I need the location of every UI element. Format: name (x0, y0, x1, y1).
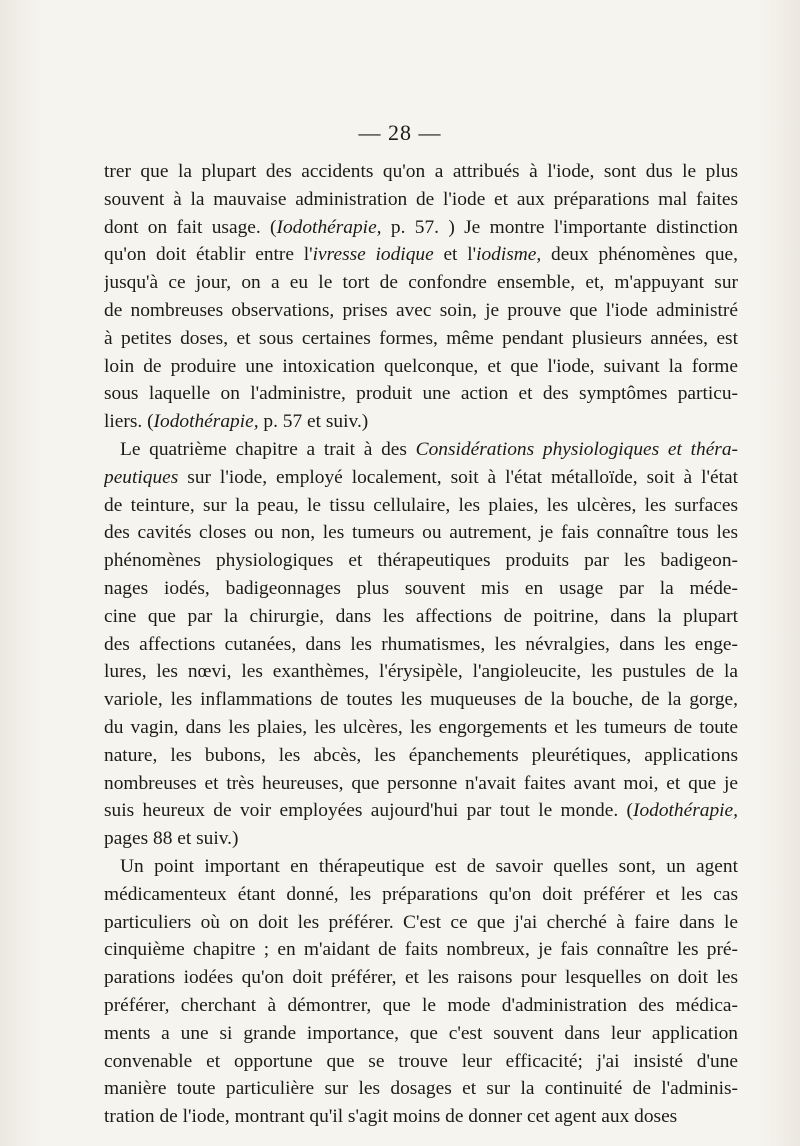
text-line (104, 1048, 738, 1076)
body-text (104, 158, 738, 1131)
text-run: p. 57 et suiv.) (258, 411, 369, 433)
text-line (104, 214, 738, 242)
text-run: phénomènes physiologiques et thérapeutiques produits par les badigeon- (104, 550, 738, 572)
text-run: nages iodés, badigeonnages plus souvent mis en usage par la méde- (104, 577, 738, 599)
text-line (104, 631, 738, 659)
text-run: nombreuses et très heureuses, que personne n'avait faites avant moi, et que je (104, 772, 738, 794)
text-line (104, 1103, 738, 1131)
text-run: liers. ( (104, 411, 154, 433)
text-run: manière toute particulière sur les dosages et sur la continuité de l'adminis- (104, 1078, 738, 1100)
text-line (104, 603, 738, 631)
italic-run: ivresse iodique (312, 244, 434, 266)
text-run: jusqu'à ce jour, on a eu le tort de confondre ensemble, et, m'appuyant sur (104, 272, 738, 294)
text-line (104, 380, 738, 408)
text-run: à petites doses, et sous certaines formes, même pendant plusieurs années, est (104, 327, 738, 349)
text-run: sur l'iode, employé localement, soit à l'état métalloïde, soit à l'état (178, 466, 738, 488)
text-line (104, 297, 738, 325)
text-line (104, 325, 738, 353)
text-line (104, 436, 738, 464)
text-line (104, 519, 738, 547)
text-line (104, 853, 738, 881)
text-run: deux phénomènes que, (541, 244, 738, 266)
text-run: convenable et opportune que se trouve leur efficacité; j'ai insisté d'une (104, 1050, 738, 1072)
text-run: parations iodées qu'on doit préférer, et les raisons pour lesquelles on doit les (104, 967, 738, 989)
text-run: Le quatrième chapitre a trait à des (120, 438, 416, 460)
text-run: qu'on doit établir entre l' (104, 244, 313, 266)
text-run: particuliers où on doit les préférer. C'est ce que j'ai cherché à faire dans le (104, 911, 738, 933)
text-line (104, 686, 738, 714)
text-run: cine que par la chirurgie, dans les affections de poitrine, dans la plupart (104, 605, 738, 627)
text-run: tration de l'iode, montrant qu'il s'agit moins de donner cet agent aux doses (104, 1106, 678, 1128)
text-run: préférer, cherchant à démontrer, que le mode d'administration des médica- (104, 994, 738, 1016)
text-line (104, 269, 738, 297)
italic-run: Considérations physiologiques et théra- (415, 438, 738, 460)
text-run: souvent à la mauvaise administration de l'iode et aux préparations mal faites (104, 188, 738, 210)
text-line (104, 909, 738, 937)
text-run: ments a une si grande importance, que c'est souvent dans leur application (104, 1022, 738, 1044)
text-run: des affections cutanées, dans les rhumatismes, les névralgies, dans les enge- (104, 633, 738, 655)
text-line (104, 1020, 738, 1048)
paragraph (104, 436, 738, 853)
text-line (104, 186, 738, 214)
text-run: du vagin, dans les plaies, les ulcères, les engorgements et les tumeurs de toute (104, 716, 738, 738)
text-line (104, 770, 738, 798)
text-line (104, 714, 738, 742)
text-line (104, 825, 738, 853)
text-line (104, 964, 738, 992)
italic-run: Iodothérapie, (276, 216, 382, 238)
italic-run: Iodothérapie, (153, 411, 259, 433)
text-line (104, 408, 738, 436)
text-run: et l' (433, 244, 477, 266)
text-line (104, 464, 738, 492)
text-line (104, 575, 738, 603)
text-run: lures, les nœvi, les exanthèmes, l'érysipèle, l'angioleucite, les pustules de la (104, 661, 738, 683)
text-line (104, 492, 738, 520)
text-run: des cavités closes ou non, les tumeurs ou autrement, je fais connaître tous les (104, 522, 738, 544)
paragraph (104, 853, 738, 1131)
italic-run: peutiques (104, 466, 179, 488)
text-run: nature, les bubons, les abcès, les épanchements pleurétiques, applications (104, 744, 738, 766)
text-line (104, 881, 738, 909)
text-run: de nombreuses observations, prises avec soin, je prouve que l'iode administré (104, 299, 738, 321)
text-run: trer que la plupart des accidents qu'on a attribués à l'iode, sont dus le plus (104, 161, 738, 182)
text-run: loin de produire une intoxication quelconque, et que l'iode, suivant la forme (104, 355, 738, 377)
text-run: cinquième chapitre ; en m'aidant de faits nombreux, je fais connaître les pré- (104, 939, 738, 961)
text-line (104, 936, 738, 964)
text-line (104, 158, 738, 186)
page-number: — 28 — (358, 120, 442, 145)
italic-run: Iodothérapie, (632, 800, 738, 822)
paragraph (104, 158, 738, 436)
text-line (104, 658, 738, 686)
text-line (104, 742, 738, 770)
text-line (104, 797, 738, 825)
text-line (104, 353, 738, 381)
text-run: de teinture, sur la peau, le tissu cellulaire, les plaies, les ulcères, les surfaces (104, 494, 738, 516)
text-line (104, 1075, 738, 1103)
italic-run: iodisme, (476, 244, 542, 266)
text-run: variole, les inflammations de toutes les muqueuses de la bouche, de la gorge, (104, 689, 738, 711)
text-run: p. 57. ) Je montre l'importante distinction (381, 216, 738, 238)
text-run: dont on fait usage. ( (104, 216, 277, 238)
text-line (104, 547, 738, 575)
text-line (104, 992, 738, 1020)
text-run: Un point important en thérapeutique est de savoir quelles sont, un agent (120, 855, 738, 877)
text-run: pages 88 et suiv.) (104, 828, 239, 850)
text-line (104, 241, 738, 269)
text-run: sous laquelle on l'administre, produit une action et des symptômes particu- (104, 383, 738, 405)
text-run: médicamenteux étant donné, les préparations qu'on doit préférer et les cas (104, 883, 738, 905)
text-run: suis heureux de voir employées aujourd'hui par tout le monde. ( (104, 800, 633, 822)
